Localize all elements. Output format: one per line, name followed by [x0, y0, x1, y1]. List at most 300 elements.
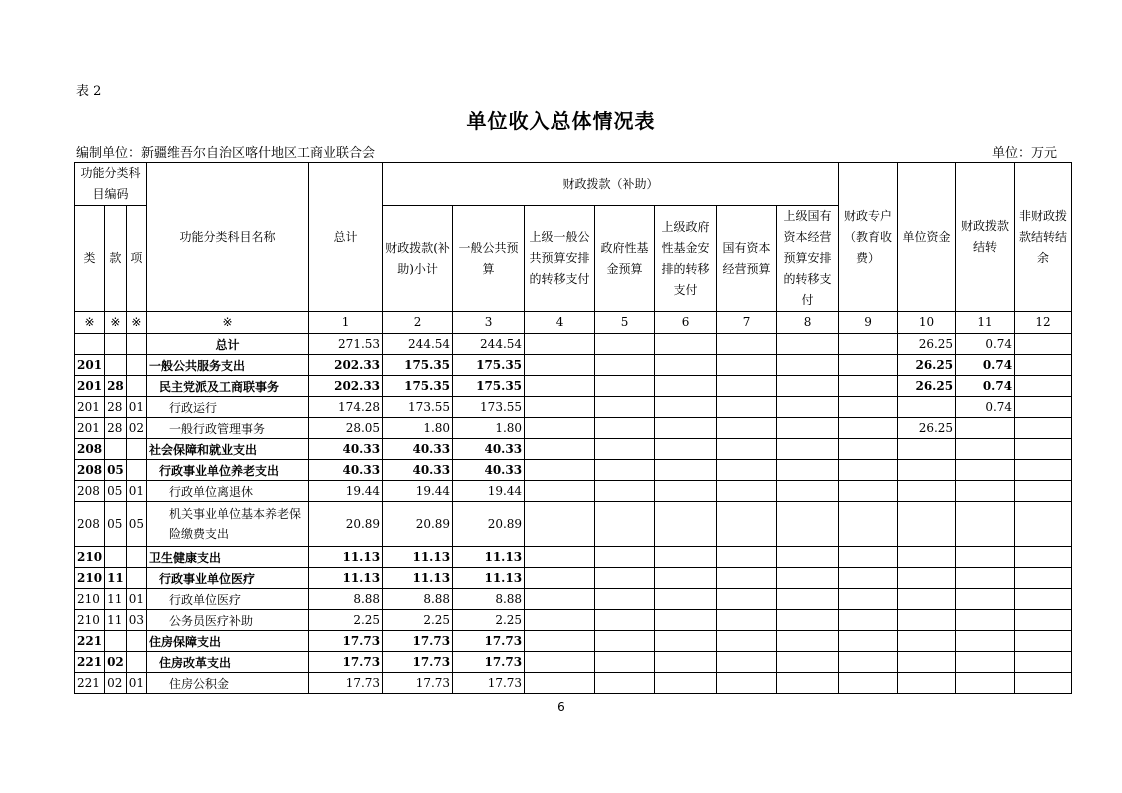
amount-cell-c9 [839, 376, 898, 397]
amount-cell-c11 [956, 589, 1015, 610]
amount-cell-c4 [525, 439, 595, 460]
amount-cell-c8 [777, 610, 839, 631]
code-lei-cell: 221 [75, 631, 105, 652]
code-lei-cell: 210 [75, 610, 105, 631]
amount-cell-c7 [717, 376, 777, 397]
amount-cell-c9 [839, 631, 898, 652]
item-name-cell: 一般公共服务支出 [147, 355, 309, 376]
amount-cell-c3: 8.88 [453, 589, 525, 610]
amount-cell-c8 [777, 481, 839, 502]
header-c8: 上级国有资本经营预算安排的转移支付 [777, 206, 839, 312]
code-lei-cell: 210 [75, 547, 105, 568]
code-xiang-cell [126, 355, 146, 376]
table-row [75, 631, 1072, 652]
amount-cell-c6 [655, 502, 717, 547]
amount-cell-c12 [1015, 652, 1072, 673]
amount-cell-c1: 17.73 [309, 652, 383, 673]
amount-cell-c4 [525, 652, 595, 673]
amount-cell-c6 [655, 439, 717, 460]
column-number: 6 [655, 312, 717, 334]
amount-cell-c10: 26.25 [898, 334, 956, 355]
header-total: 总计 [309, 163, 383, 312]
amount-cell-c1: 11.13 [309, 568, 383, 589]
amount-cell-c4 [525, 334, 595, 355]
amount-cell-c12 [1015, 673, 1072, 694]
code-kuan-cell: 02 [105, 652, 127, 673]
amount-cell-c7 [717, 481, 777, 502]
item-name-cell: 行政单位医疗 [147, 589, 309, 610]
amount-cell-c6 [655, 652, 717, 673]
amount-cell-c4 [525, 376, 595, 397]
amount-cell-c8 [777, 418, 839, 439]
amount-cell-c4 [525, 397, 595, 418]
item-name-cell: 行政单位离退休 [147, 481, 309, 502]
amount-cell-c5 [595, 547, 655, 568]
header-code-group: 功能分类科目编码 [75, 163, 147, 206]
amount-cell-c5 [595, 610, 655, 631]
amount-cell-c7 [717, 502, 777, 547]
amount-cell-c5 [595, 397, 655, 418]
table-row [75, 334, 1072, 355]
code-xiang-cell: 02 [126, 418, 146, 439]
header-c2: 财政拨款(补助)小计 [383, 206, 453, 312]
amount-cell-c3: 20.89 [453, 502, 525, 547]
amount-cell-c10: 26.25 [898, 418, 956, 439]
code-xiang-cell: 01 [126, 673, 146, 694]
amount-cell-c10 [898, 631, 956, 652]
table-row [75, 610, 1072, 631]
amount-cell-c1: 2.25 [309, 610, 383, 631]
item-name-cell: 行政运行 [147, 397, 309, 418]
code-lei-cell: 201 [75, 397, 105, 418]
amount-cell-c8 [777, 568, 839, 589]
table-label: 表 2 [76, 84, 102, 99]
organization-label: 编制单位：新疆维吾尔自治区喀什地区工商业联合会 [76, 146, 376, 161]
amount-cell-c9 [839, 673, 898, 694]
amount-cell-c2: 40.33 [383, 460, 453, 481]
amount-cell-c10 [898, 568, 956, 589]
amount-cell-c8 [777, 547, 839, 568]
amount-cell-c11: 0.74 [956, 397, 1015, 418]
table-row [75, 418, 1072, 439]
column-number: 8 [777, 312, 839, 334]
code-lei-cell: 208 [75, 460, 105, 481]
amount-cell-c4 [525, 568, 595, 589]
amount-cell-c1: 19.44 [309, 481, 383, 502]
amount-cell-c2: 8.88 [383, 589, 453, 610]
amount-cell-c12 [1015, 460, 1072, 481]
item-name-cell: 总计 [147, 334, 309, 355]
amount-cell-c12 [1015, 589, 1072, 610]
code-xiang-cell: 05 [126, 502, 146, 547]
item-name-cell: 住房公积金 [147, 673, 309, 694]
income-summary-table [74, 162, 1072, 694]
item-name-cell: 住房保障支出 [147, 631, 309, 652]
column-number: 1 [309, 312, 383, 334]
amount-cell-c11 [956, 631, 1015, 652]
table-row [75, 481, 1072, 502]
column-number: 7 [717, 312, 777, 334]
item-name-cell: 民主党派及工商联事务 [147, 376, 309, 397]
amount-cell-c7 [717, 673, 777, 694]
table-row [75, 439, 1072, 460]
amount-cell-c9 [839, 568, 898, 589]
table-row [75, 397, 1072, 418]
amount-cell-c11 [956, 481, 1015, 502]
amount-cell-c2: 2.25 [383, 610, 453, 631]
amount-cell-c4 [525, 547, 595, 568]
table-row [75, 376, 1072, 397]
amount-cell-c7 [717, 334, 777, 355]
amount-cell-c3: 19.44 [453, 481, 525, 502]
table-row [75, 502, 1072, 547]
table-row [75, 568, 1072, 589]
amount-cell-c8 [777, 355, 839, 376]
amount-cell-c5 [595, 652, 655, 673]
code-kuan-cell: 11 [105, 610, 127, 631]
amount-cell-c10: 26.25 [898, 376, 956, 397]
amount-cell-c8 [777, 673, 839, 694]
code-kuan-cell: 28 [105, 397, 127, 418]
amount-cell-c3: 17.73 [453, 673, 525, 694]
code-lei-cell [75, 334, 105, 355]
code-lei-cell: 201 [75, 376, 105, 397]
amount-cell-c3: 173.55 [453, 397, 525, 418]
amount-cell-c8 [777, 631, 839, 652]
code-xiang-cell [126, 460, 146, 481]
amount-cell-c6 [655, 397, 717, 418]
amount-cell-c8 [777, 460, 839, 481]
table-row [75, 589, 1072, 610]
amount-cell-c2: 1.80 [383, 418, 453, 439]
amount-cell-c11 [956, 610, 1015, 631]
column-number: 2 [383, 312, 453, 334]
amount-cell-c12 [1015, 610, 1072, 631]
column-number: 12 [1015, 312, 1072, 334]
code-lei-cell: 201 [75, 418, 105, 439]
header-c5: 政府性基金预算 [595, 206, 655, 312]
amount-cell-c2: 244.54 [383, 334, 453, 355]
amount-cell-c3: 244.54 [453, 334, 525, 355]
amount-cell-c11 [956, 568, 1015, 589]
amount-cell-c6 [655, 460, 717, 481]
amount-cell-c10 [898, 547, 956, 568]
amount-cell-c10 [898, 397, 956, 418]
amount-cell-c3: 11.13 [453, 568, 525, 589]
code-xiang-cell: 03 [126, 610, 146, 631]
amount-cell-c2: 20.89 [383, 502, 453, 547]
amount-cell-c5 [595, 631, 655, 652]
code-xiang-cell [126, 568, 146, 589]
amount-cell-c3: 17.73 [453, 652, 525, 673]
code-lei-cell: 210 [75, 589, 105, 610]
amount-cell-c5 [595, 376, 655, 397]
amount-cell-c1: 40.33 [309, 439, 383, 460]
amount-cell-c5 [595, 481, 655, 502]
amount-cell-c8 [777, 502, 839, 547]
amount-cell-c1: 40.33 [309, 460, 383, 481]
amount-cell-c12 [1015, 376, 1072, 397]
amount-cell-c4 [525, 673, 595, 694]
amount-cell-c9 [839, 418, 898, 439]
amount-cell-c9 [839, 439, 898, 460]
amount-cell-c2: 17.73 [383, 631, 453, 652]
amount-cell-c11: 0.74 [956, 376, 1015, 397]
amount-cell-c4 [525, 610, 595, 631]
amount-cell-c11 [956, 460, 1015, 481]
amount-cell-c1: 174.28 [309, 397, 383, 418]
amount-cell-c12 [1015, 418, 1072, 439]
code-lei-cell: 221 [75, 673, 105, 694]
header-kuan: 款 [105, 206, 127, 312]
mark-cell: ※ [126, 312, 146, 334]
amount-cell-c2: 19.44 [383, 481, 453, 502]
amount-cell-c10 [898, 502, 956, 547]
header-c4: 上级一般公共预算安排的转移支付 [525, 206, 595, 312]
amount-cell-c2: 173.55 [383, 397, 453, 418]
amount-cell-c3: 1.80 [453, 418, 525, 439]
amount-cell-c7 [717, 397, 777, 418]
code-kuan-cell: 05 [105, 481, 127, 502]
code-xiang-cell: 01 [126, 397, 146, 418]
amount-cell-c2: 11.13 [383, 547, 453, 568]
amount-cell-c3: 40.33 [453, 460, 525, 481]
amount-cell-c10 [898, 610, 956, 631]
amount-cell-c11 [956, 418, 1015, 439]
amount-cell-c12 [1015, 547, 1072, 568]
mark-cell: ※ [147, 312, 309, 334]
column-number: 10 [898, 312, 956, 334]
code-kuan-cell: 02 [105, 673, 127, 694]
item-name-cell: 住房改革支出 [147, 652, 309, 673]
item-name-cell: 公务员医疗补助 [147, 610, 309, 631]
code-xiang-cell [126, 439, 146, 460]
currency-unit-label: 单位：万元 [992, 146, 1058, 161]
code-xiang-cell [126, 631, 146, 652]
amount-cell-c1: 11.13 [309, 547, 383, 568]
item-name-cell: 机关事业单位基本养老保险缴费支出 [147, 502, 309, 547]
amount-cell-c12 [1015, 334, 1072, 355]
amount-cell-c12 [1015, 439, 1072, 460]
code-kuan-cell [105, 439, 127, 460]
amount-cell-c5 [595, 589, 655, 610]
amount-cell-c3: 175.35 [453, 376, 525, 397]
amount-cell-c7 [717, 547, 777, 568]
table-header [75, 163, 1072, 334]
amount-cell-c8 [777, 652, 839, 673]
amount-cell-c7 [717, 439, 777, 460]
table-row [75, 547, 1072, 568]
header-c11: 财政拨款结转 [956, 163, 1015, 312]
amount-cell-c8 [777, 589, 839, 610]
code-kuan-cell [105, 547, 127, 568]
code-lei-cell: 210 [75, 568, 105, 589]
amount-cell-c7 [717, 610, 777, 631]
amount-cell-c6 [655, 610, 717, 631]
amount-cell-c6 [655, 547, 717, 568]
code-lei-cell: 201 [75, 355, 105, 376]
mark-cell: ※ [75, 312, 105, 334]
amount-cell-c10 [898, 439, 956, 460]
code-kuan-cell: 28 [105, 418, 127, 439]
amount-cell-c12 [1015, 502, 1072, 547]
header-c6: 上级政府性基金安排的转移支付 [655, 206, 717, 312]
amount-cell-c2: 175.35 [383, 376, 453, 397]
header-c3: 一般公共预算 [453, 206, 525, 312]
page-number: 6 [557, 700, 565, 714]
amount-cell-c10 [898, 481, 956, 502]
table-row [75, 355, 1072, 376]
column-number: 9 [839, 312, 898, 334]
amount-cell-c12 [1015, 355, 1072, 376]
code-kuan-cell: 28 [105, 376, 127, 397]
amount-cell-c7 [717, 418, 777, 439]
header-xiang: 项 [126, 206, 146, 312]
amount-cell-c9 [839, 589, 898, 610]
header-c7: 国有资本经营预算 [717, 206, 777, 312]
code-kuan-cell: 05 [105, 460, 127, 481]
amount-cell-c4 [525, 502, 595, 547]
amount-cell-c9 [839, 355, 898, 376]
amount-cell-c8 [777, 334, 839, 355]
item-name-cell: 行政事业单位养老支出 [147, 460, 309, 481]
amount-cell-c9 [839, 547, 898, 568]
amount-cell-c1: 8.88 [309, 589, 383, 610]
amount-cell-c5 [595, 502, 655, 547]
amount-cell-c6 [655, 589, 717, 610]
mark-cell: ※ [105, 312, 127, 334]
amount-cell-c11 [956, 673, 1015, 694]
amount-cell-c3: 40.33 [453, 439, 525, 460]
amount-cell-c7 [717, 631, 777, 652]
amount-cell-c5 [595, 334, 655, 355]
column-number: 5 [595, 312, 655, 334]
amount-cell-c11 [956, 652, 1015, 673]
amount-cell-c4 [525, 460, 595, 481]
amount-cell-c8 [777, 439, 839, 460]
code-xiang-cell [126, 547, 146, 568]
amount-cell-c7 [717, 355, 777, 376]
amount-cell-c11 [956, 439, 1015, 460]
column-number: 4 [525, 312, 595, 334]
amount-cell-c6 [655, 673, 717, 694]
amount-cell-c9 [839, 397, 898, 418]
amount-cell-c2: 175.35 [383, 355, 453, 376]
amount-cell-c10 [898, 589, 956, 610]
code-kuan-cell [105, 631, 127, 652]
table-row [75, 460, 1072, 481]
code-xiang-cell: 01 [126, 481, 146, 502]
amount-cell-c3: 11.13 [453, 547, 525, 568]
item-name-cell: 一般行政管理事务 [147, 418, 309, 439]
amount-cell-c11 [956, 547, 1015, 568]
code-kuan-cell [105, 355, 127, 376]
amount-cell-c7 [717, 589, 777, 610]
amount-cell-c8 [777, 376, 839, 397]
item-name-cell: 社会保障和就业支出 [147, 439, 309, 460]
code-kuan-cell: 05 [105, 502, 127, 547]
code-lei-cell: 208 [75, 439, 105, 460]
code-xiang-cell [126, 652, 146, 673]
amount-cell-c5 [595, 439, 655, 460]
item-name-cell: 卫生健康支出 [147, 547, 309, 568]
amount-cell-c6 [655, 418, 717, 439]
header-c12: 非财政拨款结转结余 [1015, 163, 1072, 312]
amount-cell-c9 [839, 460, 898, 481]
page-title: 单位收入总体情况表 [466, 109, 656, 133]
amount-cell-c5 [595, 673, 655, 694]
amount-cell-c12 [1015, 568, 1072, 589]
amount-cell-c10 [898, 652, 956, 673]
amount-cell-c11: 0.74 [956, 355, 1015, 376]
amount-cell-c5 [595, 568, 655, 589]
amount-cell-c1: 202.33 [309, 355, 383, 376]
table-row [75, 673, 1072, 694]
amount-cell-c7 [717, 568, 777, 589]
amount-cell-c1: 271.53 [309, 334, 383, 355]
code-kuan-cell [105, 334, 127, 355]
code-kuan-cell: 11 [105, 589, 127, 610]
code-kuan-cell: 11 [105, 568, 127, 589]
column-number: 3 [453, 312, 525, 334]
amount-cell-c10 [898, 460, 956, 481]
code-lei-cell: 208 [75, 502, 105, 547]
amount-cell-c6 [655, 631, 717, 652]
code-xiang-cell [126, 376, 146, 397]
amount-cell-c2: 40.33 [383, 439, 453, 460]
header-c9: 财政专户（教育收费） [839, 163, 898, 312]
amount-cell-c5 [595, 418, 655, 439]
amount-cell-c3: 2.25 [453, 610, 525, 631]
item-name-cell: 行政事业单位医疗 [147, 568, 309, 589]
amount-cell-c9 [839, 334, 898, 355]
amount-cell-c2: 17.73 [383, 652, 453, 673]
amount-cell-c3: 17.73 [453, 631, 525, 652]
amount-cell-c3: 175.35 [453, 355, 525, 376]
amount-cell-c7 [717, 652, 777, 673]
amount-cell-c4 [525, 418, 595, 439]
amount-cell-c2: 11.13 [383, 568, 453, 589]
amount-cell-c9 [839, 652, 898, 673]
amount-cell-c6 [655, 568, 717, 589]
header-number-row [75, 312, 1072, 334]
amount-cell-c6 [655, 355, 717, 376]
header-lei: 类 [75, 206, 105, 312]
amount-cell-c10 [898, 673, 956, 694]
amount-cell-c1: 28.05 [309, 418, 383, 439]
header-fiscal-group: 财政拨款（补助） [383, 163, 839, 206]
amount-cell-c4 [525, 481, 595, 502]
table-body [75, 334, 1072, 694]
amount-cell-c6 [655, 376, 717, 397]
amount-cell-c1: 17.73 [309, 631, 383, 652]
amount-cell-c1: 17.73 [309, 673, 383, 694]
amount-cell-c9 [839, 481, 898, 502]
amount-cell-c4 [525, 355, 595, 376]
code-xiang-cell: 01 [126, 589, 146, 610]
amount-cell-c9 [839, 502, 898, 547]
amount-cell-c1: 202.33 [309, 376, 383, 397]
amount-cell-c6 [655, 481, 717, 502]
amount-cell-c9 [839, 610, 898, 631]
amount-cell-c6 [655, 334, 717, 355]
header-c10: 单位资金 [898, 163, 956, 312]
column-number: 11 [956, 312, 1015, 334]
code-lei-cell: 208 [75, 481, 105, 502]
table-row [75, 652, 1072, 673]
amount-cell-c11 [956, 502, 1015, 547]
amount-cell-c5 [595, 460, 655, 481]
